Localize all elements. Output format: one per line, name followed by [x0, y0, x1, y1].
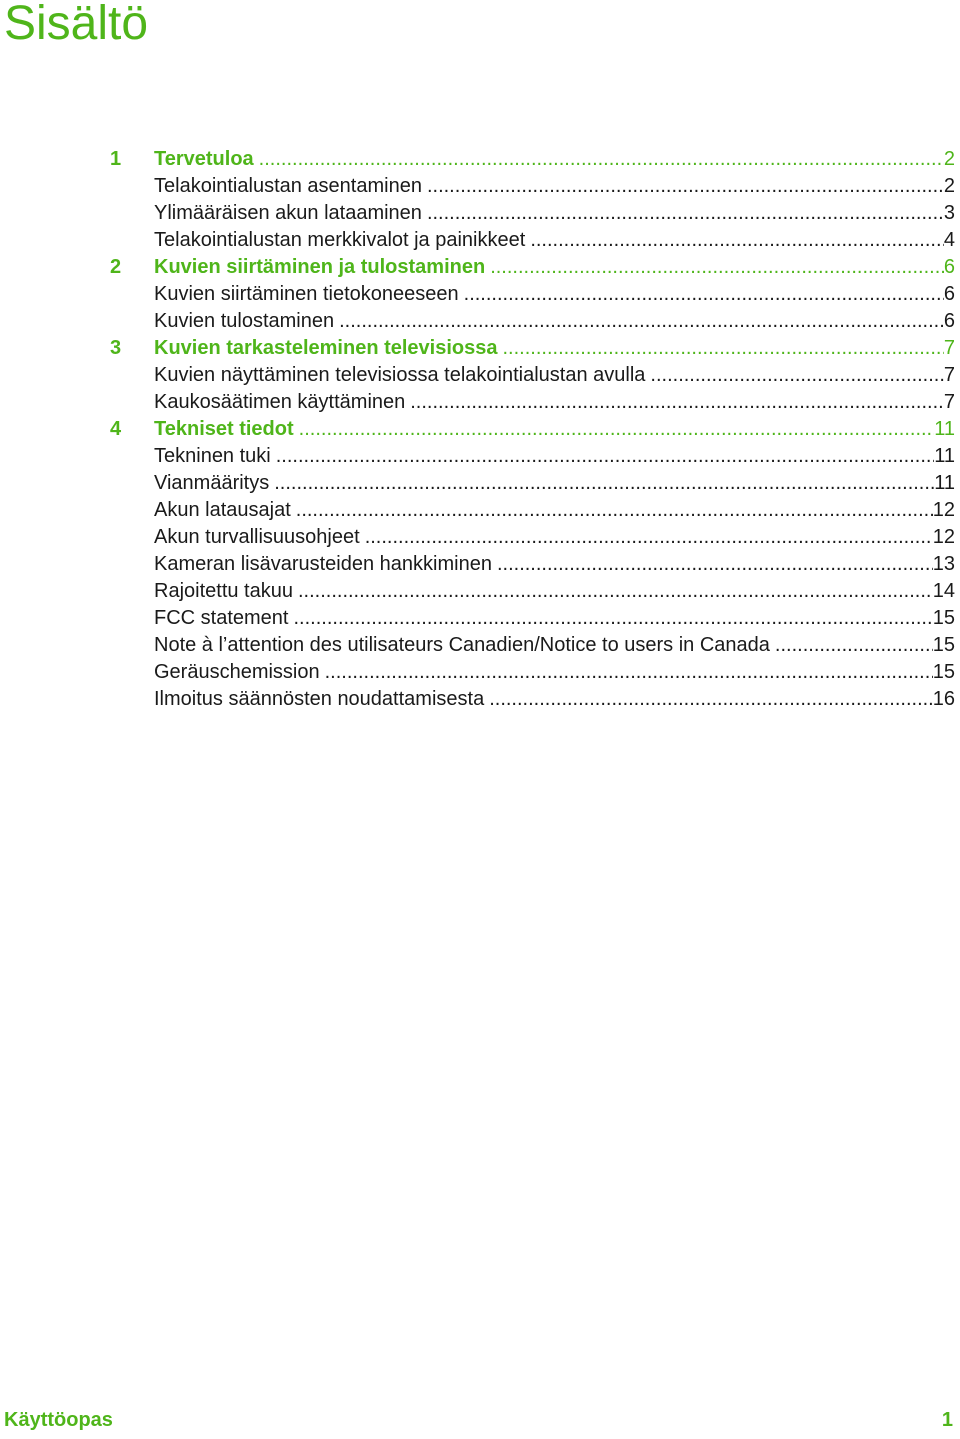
toc-page-number: 2 [943, 175, 955, 197]
toc-section-row [0, 578, 960, 605]
toc-page-number: 11 [934, 445, 955, 467]
toc-entry-title: Tervetuloa [154, 148, 254, 170]
toc-entry-title: Note à l’attention des utilisateurs Canadien/Notice to users in Canada [154, 634, 770, 656]
toc-entry-title: Telakointialustan merkkivalot ja painikkeet [154, 229, 526, 251]
toc-chapter-number: 3 [110, 337, 122, 359]
toc-page-number: 15 [932, 634, 955, 656]
toc-entry-title: FCC statement [154, 607, 289, 629]
toc-section-link[interactable] [154, 308, 955, 335]
toc-section-link[interactable] [154, 659, 955, 686]
toc-entry-title: Telakointialustan asentaminen [154, 175, 422, 197]
toc-page-number: 12 [932, 526, 955, 548]
toc-section-row [0, 686, 960, 713]
toc-page-number: 11 [934, 472, 955, 494]
toc-section-link[interactable] [154, 686, 955, 713]
toc-entry-title: Kuvien näyttäminen televisiossa telakointialustan avulla [154, 364, 646, 386]
toc-entry-title: Rajoitettu takuu [154, 580, 293, 602]
page-title: Sisältö [4, 0, 149, 50]
toc-page-number: 15 [932, 607, 955, 629]
toc-section-link[interactable] [154, 389, 955, 416]
footer-page-number: 1 [941, 1409, 953, 1431]
toc-leader-dots [427, 173, 944, 200]
toc-section-link[interactable] [154, 524, 955, 551]
toc-leader-dots [503, 335, 944, 362]
toc-chapter-row [0, 254, 960, 281]
toc-entry-title: Tekniset tiedot [154, 418, 294, 440]
toc-page-number: 4 [943, 229, 955, 251]
toc-section-row [0, 470, 960, 497]
toc-entry-title: Kuvien siirtäminen ja tulostaminen [154, 256, 486, 278]
toc-leader-dots [650, 362, 943, 389]
toc-section-link[interactable] [154, 443, 955, 470]
toc-leader-dots [365, 524, 933, 551]
toc-page-number: 14 [932, 580, 955, 602]
toc-entry-title: Tekninen tuki [154, 445, 271, 467]
toc-entry-title: Kameran lisävarusteiden hankkiminen [154, 553, 492, 575]
toc-page-number: 11 [934, 418, 955, 440]
toc-section-row [0, 362, 960, 389]
toc-entry-title: Akun latausajat [154, 499, 291, 521]
toc-page-number: 7 [943, 391, 955, 413]
toc-page-number: 12 [932, 499, 955, 521]
toc-section-link[interactable] [154, 632, 955, 659]
toc-leader-dots [489, 686, 933, 713]
toc-chapter-link[interactable] [154, 335, 955, 362]
toc-section-row [0, 605, 960, 632]
toc-entry-title: Ilmoitus säännösten noudattamisesta [154, 688, 485, 710]
toc-page-number: 15 [932, 661, 955, 683]
toc-chapter-link[interactable] [154, 146, 955, 173]
toc-entry-title: Geräuschemission [154, 661, 320, 683]
toc-section-row [0, 659, 960, 686]
toc-page-number: 3 [943, 202, 955, 224]
toc-section-link[interactable] [154, 200, 955, 227]
toc-section-row [0, 524, 960, 551]
toc-leader-dots [490, 254, 944, 281]
toc-entry-title: Ylimääräisen akun lataaminen [154, 202, 422, 224]
toc-leader-dots [325, 659, 933, 686]
toc-chapter-number: 1 [110, 148, 122, 170]
toc-section-row [0, 497, 960, 524]
toc-entry-title: Kuvien tarkasteleminen televisiossa [154, 337, 498, 359]
toc-page-number: 7 [943, 337, 955, 359]
toc-leader-dots [298, 578, 933, 605]
toc-leader-dots [296, 497, 933, 524]
toc-section-link[interactable] [154, 362, 955, 389]
toc-page-number: 13 [932, 553, 955, 575]
toc-page-number: 6 [943, 256, 955, 278]
toc-chapter-number: 4 [110, 418, 122, 440]
toc-chapter-row [0, 146, 960, 173]
toc-entry-title: Kuvien siirtäminen tietokoneeseen [154, 283, 459, 305]
toc-leader-dots [274, 470, 934, 497]
toc-section-row [0, 389, 960, 416]
toc-section-link[interactable] [154, 578, 955, 605]
toc-page-number: 7 [943, 364, 955, 386]
toc-leader-dots [299, 416, 935, 443]
toc-section-row [0, 551, 960, 578]
toc-section-row [0, 308, 960, 335]
toc-entry-title: Kaukosäätimen käyttäminen [154, 391, 406, 413]
toc-section-link[interactable] [154, 173, 955, 200]
toc-page-number: 6 [943, 283, 955, 305]
toc-leader-dots [293, 605, 932, 632]
toc-entry-title: Vianmääritys [154, 472, 270, 494]
toc-page-number: 2 [943, 148, 955, 170]
footer-manual-name: Käyttöopas [4, 1409, 113, 1431]
toc-section-link[interactable] [154, 227, 955, 254]
toc-section-link[interactable] [154, 551, 955, 578]
toc-leader-dots [259, 146, 944, 173]
toc-entry-title: Kuvien tulostaminen [154, 310, 335, 332]
toc-section-row [0, 281, 960, 308]
toc-leader-dots [497, 551, 933, 578]
toc-leader-dots [276, 443, 934, 470]
toc-section-link[interactable] [154, 470, 955, 497]
toc-page-number: 16 [932, 688, 955, 710]
toc-section-link[interactable] [154, 605, 955, 632]
toc-leader-dots [410, 389, 944, 416]
toc-leader-dots [530, 227, 944, 254]
toc-leader-dots [427, 200, 944, 227]
toc-leader-dots [775, 632, 933, 659]
toc-chapter-link[interactable] [154, 254, 955, 281]
toc-section-row [0, 632, 960, 659]
toc-leader-dots [464, 281, 944, 308]
toc-section-row [0, 443, 960, 470]
toc-section-link[interactable] [154, 497, 955, 524]
toc-entry-title: Akun turvallisuusohjeet [154, 526, 360, 548]
toc-chapter-link[interactable] [154, 416, 955, 443]
toc-chapter-row [0, 335, 960, 362]
toc-chapter-row [0, 416, 960, 443]
toc-section-link[interactable] [154, 281, 955, 308]
toc-section-row [0, 227, 960, 254]
toc-section-row [0, 173, 960, 200]
toc-chapter-number: 2 [110, 256, 122, 278]
toc-page-number: 6 [943, 310, 955, 332]
toc-leader-dots [339, 308, 944, 335]
toc-section-row [0, 200, 960, 227]
